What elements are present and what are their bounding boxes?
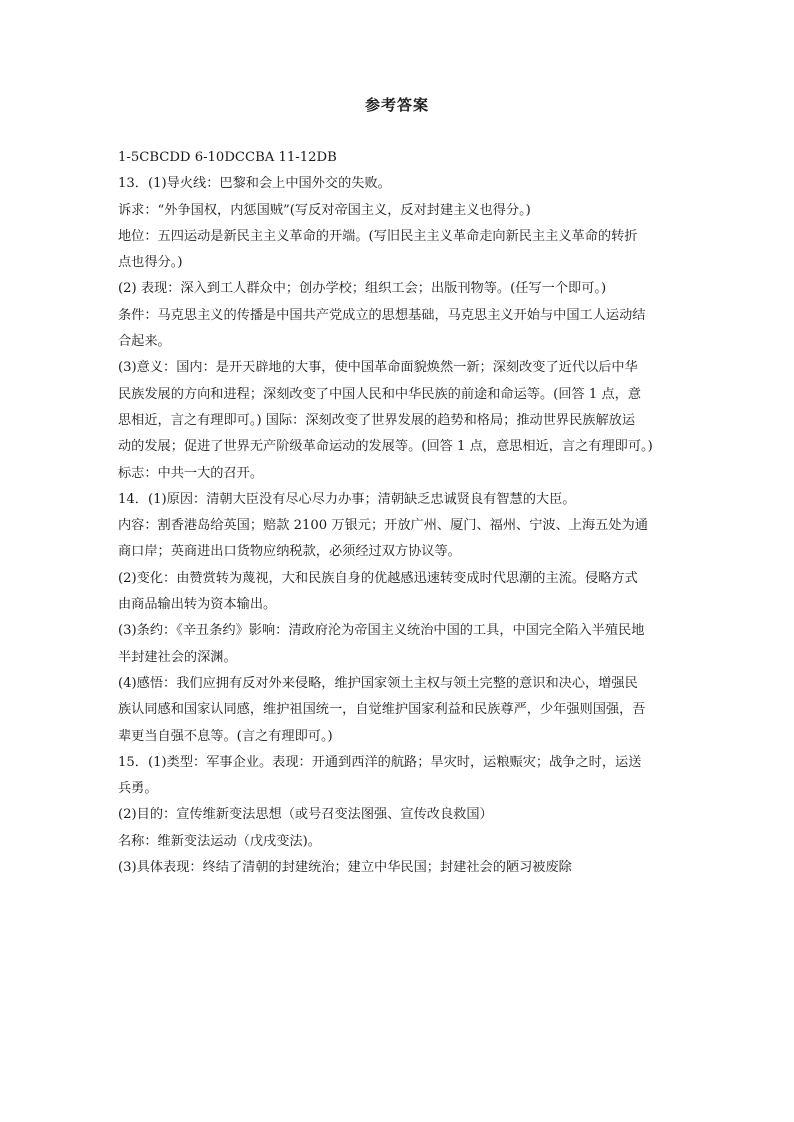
answer-line: (3)意义：国内：是开天辟地的大事，使中国革命面貌焕然一新；深刻改变了近代以后中华	[118, 360, 638, 376]
page-title: 参考答案	[364, 96, 429, 114]
answer-line: 兵勇。	[118, 781, 158, 797]
answer-line: 14．(1)原因：清朝大臣没有尽心尽力办事；清朝缺乏忠诚贤良有智慧的大臣。	[118, 491, 576, 507]
answer-line: 内容：割香港岛给英国；赔款 2100 万银元；开放广州、厦门、福州、宁波、上海五处为通	[118, 518, 648, 534]
answer-line: (2)目的：宣传维新变法思想（或号召变法图强、宣传改良救国）	[118, 807, 493, 823]
answer-line: 商口岸；英商进出口货物应纳税款，必须经过双方协议等。	[118, 544, 461, 560]
answer-line: (2)变化：由赞赏转为蔑视，大和民族自身的优越感迅速转变成时代思潮的主流。侵略方式	[118, 570, 638, 586]
answer-line: 民族发展的方向和进程；深刻改变了中国人民和中华民族的前途和命运等。(回答 1 点，意	[118, 386, 642, 402]
answer-line: (3)条约：《辛丑条约》影响：清政府沦为帝国主义统治中国的工具，中国完全陷入半殖民地	[118, 623, 645, 639]
answer-line: 合起来。	[118, 334, 171, 350]
answer-line: 诉求：“外争国权，内惩国贼”(写反对帝国主义，反对封建主义也得分。)	[118, 202, 531, 218]
answer-line: (4)感悟：我们应拥有反对外来侵略，维护国家领土主权与领土完整的意识和决心，增强民	[118, 675, 638, 691]
answer-line: 1-5CBCDD 6-10DCCBA 11-12DB	[118, 150, 337, 165]
answer-line: 标志：中共一大的召开。	[118, 465, 264, 481]
answer-line: 动的发展；促进了世界无产阶级革命运动的发展等。(回答 1 点，意思相近，言之有理即可。)	[118, 439, 653, 455]
answer-line: 辈更当自强不息等。(言之有理即可。)	[118, 728, 333, 744]
answer-line: 半封建社会的深渊。	[118, 649, 237, 665]
answer-line: (2) 表现：深入到工人群众中；创办学校；组织工会；出版刊物等。(任写一个即可。)	[118, 281, 607, 297]
answer-content	[118, 145, 676, 881]
answer-line: 条件：马克思主义的传播是中国共产党成立的思想基础，马克思主义开始与中国工人运动结	[118, 307, 646, 323]
answer-line: 名称：维新变法运动（戊戌变法)。	[118, 833, 321, 849]
answer-line: 13．(1)导火线：巴黎和会上中国外交的失败。	[118, 176, 391, 192]
answer-line: 地位：五四运动是新民主主义革命的开端。(写旧民主主义革命走向新民主主义革命的转折	[118, 228, 638, 244]
answer-line: (3)具体表现：终结了清朝的封建统治；建立中华民国；封建社会的陋习被废除	[118, 860, 572, 876]
answer-line: 思相近，言之有理即可。) 国际：深刻改变了世界发展的趋势和格局；推动世界民族解放运	[118, 412, 636, 428]
answer-line: 点也得分。)	[118, 255, 183, 271]
answer-line: 由商品输出转为资本输出。	[118, 597, 277, 613]
answer-line: 族认同感和国家认同感，维护祖国统一，自觉维护国家利益和民族尊严，少年强则国强，吾	[118, 702, 646, 718]
answer-line: 15．(1)类型：军事企业。表现：开通到西洋的航路；旱灾时，运粮赈灾；战争之时，运送	[118, 754, 642, 770]
